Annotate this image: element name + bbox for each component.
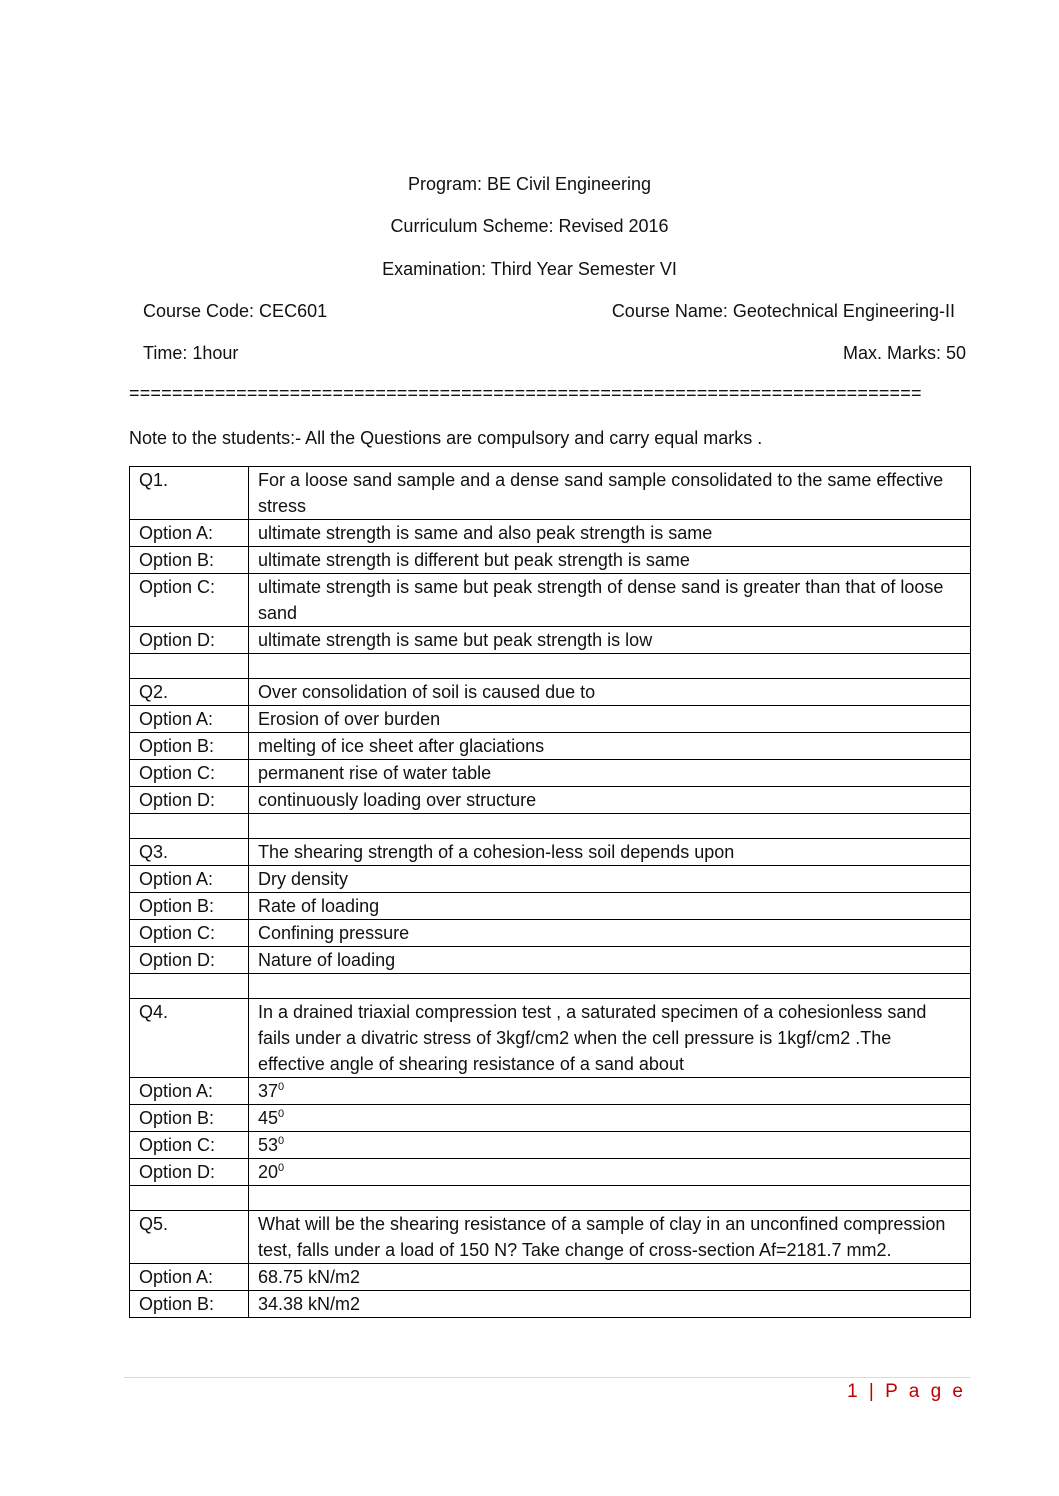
spacer-row [130, 1186, 971, 1211]
option-row [130, 547, 971, 574]
option-row [130, 1105, 971, 1132]
option-text: continuously loading over structure [249, 787, 971, 814]
option-value: 20 [258, 1162, 279, 1182]
student-note: Note to the students:- All the Questions are compulsory and carry equal marks . [129, 428, 763, 448]
program-line: Program: BE Civil Engineering [407, 174, 652, 194]
option-label: Option B: [130, 547, 249, 574]
option-label: Option D: [130, 787, 249, 814]
option-row [130, 893, 971, 920]
option-row [130, 733, 971, 760]
option-text: permanent rise of water table [249, 760, 971, 787]
option-row [130, 520, 971, 547]
option-label: Option A: [130, 706, 249, 733]
degree-superscript: 0 [278, 1135, 285, 1147]
question-row [130, 1211, 971, 1264]
option-row [130, 1264, 971, 1291]
option-label: Option B: [130, 733, 249, 760]
option-row [130, 866, 971, 893]
degree-superscript: 0 [278, 1162, 285, 1174]
option-text: 34.38 kN/m2 [249, 1291, 971, 1318]
question-text: Over consolidation of soil is caused due to [249, 679, 971, 706]
option-label: Option C: [130, 1132, 249, 1159]
option-label: Option D: [130, 1159, 249, 1186]
question-label: Q3. [130, 839, 249, 866]
option-label: Option D: [130, 947, 249, 974]
option-row [130, 760, 971, 787]
question-text: For a loose sand sample and a dense sand sample consolidated to the same effective stress [249, 467, 971, 520]
question-label: Q4. [130, 999, 249, 1078]
option-row [130, 574, 971, 627]
question-text: In a drained triaxial compression test , a saturated specimen of a cohesionless sand fails under a divatric stress of 3kgf/cm2 when the cell pressure is 1kgf/cm2 .The effective angle of shearing resistance of a sand about [249, 999, 971, 1078]
option-text [249, 1159, 971, 1186]
option-label: Option B: [130, 893, 249, 920]
option-text: melting of ice sheet after glaciations [249, 733, 971, 760]
question-row [130, 999, 971, 1078]
page-number: 1 | P a g e [847, 1381, 966, 1402]
option-text [249, 1105, 971, 1132]
option-label: Option A: [130, 520, 249, 547]
option-row [130, 787, 971, 814]
option-label: Option A: [130, 1078, 249, 1105]
option-row [130, 1078, 971, 1105]
option-row [130, 706, 971, 733]
course-code: Course Code: CEC601 [143, 301, 328, 321]
option-text: 68.75 kN/m2 [249, 1264, 971, 1291]
degree-superscript: 0 [278, 1108, 285, 1120]
spacer-row [130, 654, 971, 679]
option-label: Option C: [130, 760, 249, 787]
questions-table [129, 466, 971, 1318]
curriculum-line: Curriculum Scheme: Revised 2016 [390, 216, 669, 236]
question-row [130, 839, 971, 866]
option-row [130, 947, 971, 974]
spacer-row [130, 974, 971, 999]
option-label: Option A: [130, 1264, 249, 1291]
examination-line: Examination: Third Year Semester VI [382, 259, 677, 279]
option-label: Option C: [130, 574, 249, 627]
option-text: Dry density [249, 866, 971, 893]
option-text: ultimate strength is same and also peak strength is same [249, 520, 971, 547]
option-label: Option B: [130, 1291, 249, 1318]
question-row [130, 679, 971, 706]
degree-superscript: 0 [278, 1081, 285, 1093]
option-row [130, 920, 971, 947]
question-label: Q5. [130, 1211, 249, 1264]
option-label: Option C: [130, 920, 249, 947]
option-value: 53 [258, 1135, 279, 1155]
option-text: ultimate strength is same but peak strength is low [249, 627, 971, 654]
option-row [130, 627, 971, 654]
option-text: Rate of loading [249, 893, 971, 920]
question-label: Q2. [130, 679, 249, 706]
option-label: Option A: [130, 866, 249, 893]
question-row [130, 467, 971, 520]
course-name: Course Name: Geotechnical Engineering-II [611, 301, 955, 321]
footer-divider [124, 1377, 970, 1378]
spacer-row [130, 814, 971, 839]
option-row [130, 1159, 971, 1186]
exam-time: Time: 1hour [143, 343, 239, 363]
question-text: The shearing strength of a cohesion-less soil depends upon [249, 839, 971, 866]
option-row [130, 1291, 971, 1318]
option-text: Confining pressure [249, 920, 971, 947]
option-text: Nature of loading [249, 947, 971, 974]
option-text [249, 1078, 971, 1105]
option-label: Option D: [130, 627, 249, 654]
option-text: ultimate strength is same but peak strength of dense sand is greater than that of loose sand [249, 574, 971, 627]
question-text: What will be the shearing resistance of a sample of clay in an unconfined compression test, falls under a load of 150 N? Take change of cross-section Af=2181.7 mm2. [249, 1211, 971, 1264]
option-label: Option B: [130, 1105, 249, 1132]
question-label: Q1. [130, 467, 249, 520]
max-marks: Max. Marks: 50 [842, 343, 966, 363]
option-text: Erosion of over burden [249, 706, 971, 733]
option-text [249, 1132, 971, 1159]
option-value: 37 [258, 1081, 279, 1101]
option-text: ultimate strength is different but peak strength is same [249, 547, 971, 574]
option-value: 45 [258, 1108, 279, 1128]
option-row [130, 1132, 971, 1159]
separator-rule: ========================================================================== [129, 383, 922, 403]
